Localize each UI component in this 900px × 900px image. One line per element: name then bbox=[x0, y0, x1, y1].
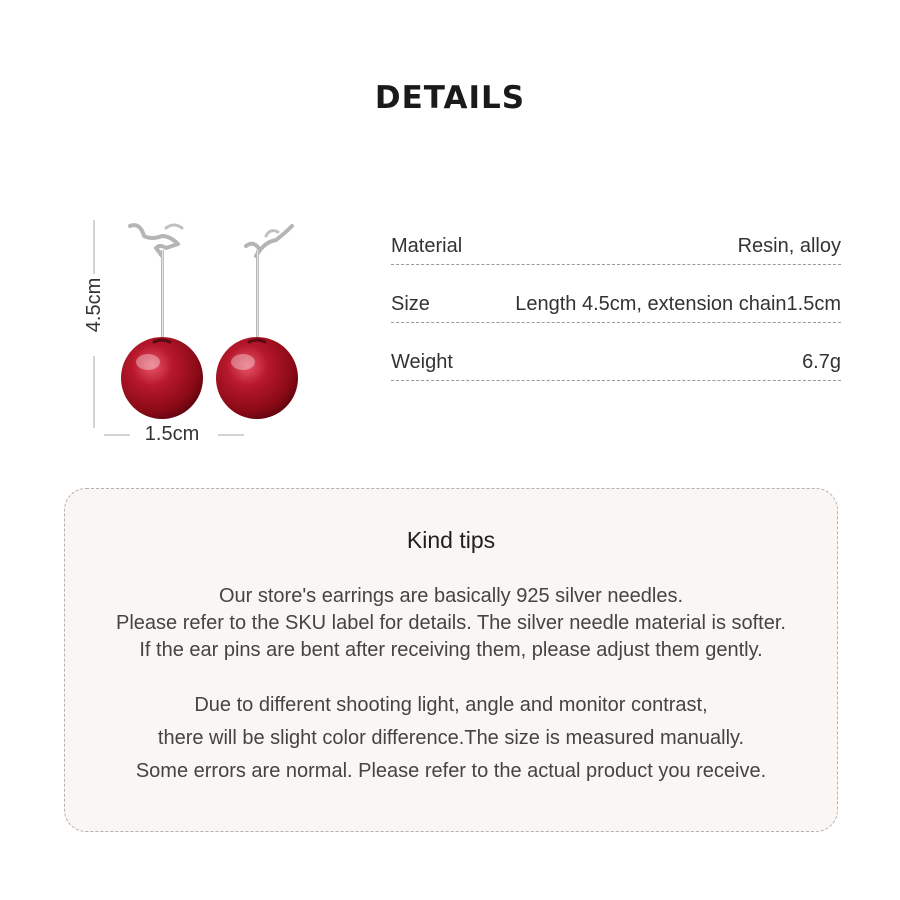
tips-title: Kind tips bbox=[406, 527, 496, 553]
width-dimension-label: 1.5cm bbox=[132, 423, 212, 446]
spec-value: Resin, alloy bbox=[737, 235, 841, 257]
spec-row-size bbox=[391, 284, 841, 323]
spec-table bbox=[391, 226, 841, 400]
tips-line: Our store's earrings are basically 925 silver needles. bbox=[218, 585, 684, 607]
tips-line: Due to different shooting light, angle and monitor contrast, bbox=[194, 694, 708, 716]
spec-value: Length 4.5cm, extension chain1.5cm bbox=[515, 293, 841, 315]
spec-label: Size bbox=[391, 293, 430, 315]
tips-line: Some errors are normal. Please refer to the actual product you receive. bbox=[135, 760, 767, 782]
spec-label: Material bbox=[391, 235, 463, 257]
tips-line: If the ear pins are bent after receiving them, please adjust them gently. bbox=[139, 639, 763, 661]
product-illustration bbox=[70, 210, 330, 460]
kind-tips-box bbox=[64, 488, 838, 832]
height-dimension-label: 4.5cm bbox=[82, 277, 105, 333]
tips-line: there will be slight color difference.The size is measured manually. bbox=[157, 727, 745, 749]
spec-value: 6.7g bbox=[802, 351, 841, 373]
page-title: DETAILS bbox=[374, 80, 526, 116]
tips-paragraph-needles bbox=[65, 583, 837, 664]
spec-row-weight bbox=[391, 342, 841, 381]
spec-label: Weight bbox=[391, 351, 453, 373]
spec-row-material bbox=[391, 226, 841, 265]
tips-paragraph-color bbox=[65, 689, 837, 788]
tips-line: Please refer to the SKU label for details. The silver needle material is softer. bbox=[116, 612, 786, 634]
